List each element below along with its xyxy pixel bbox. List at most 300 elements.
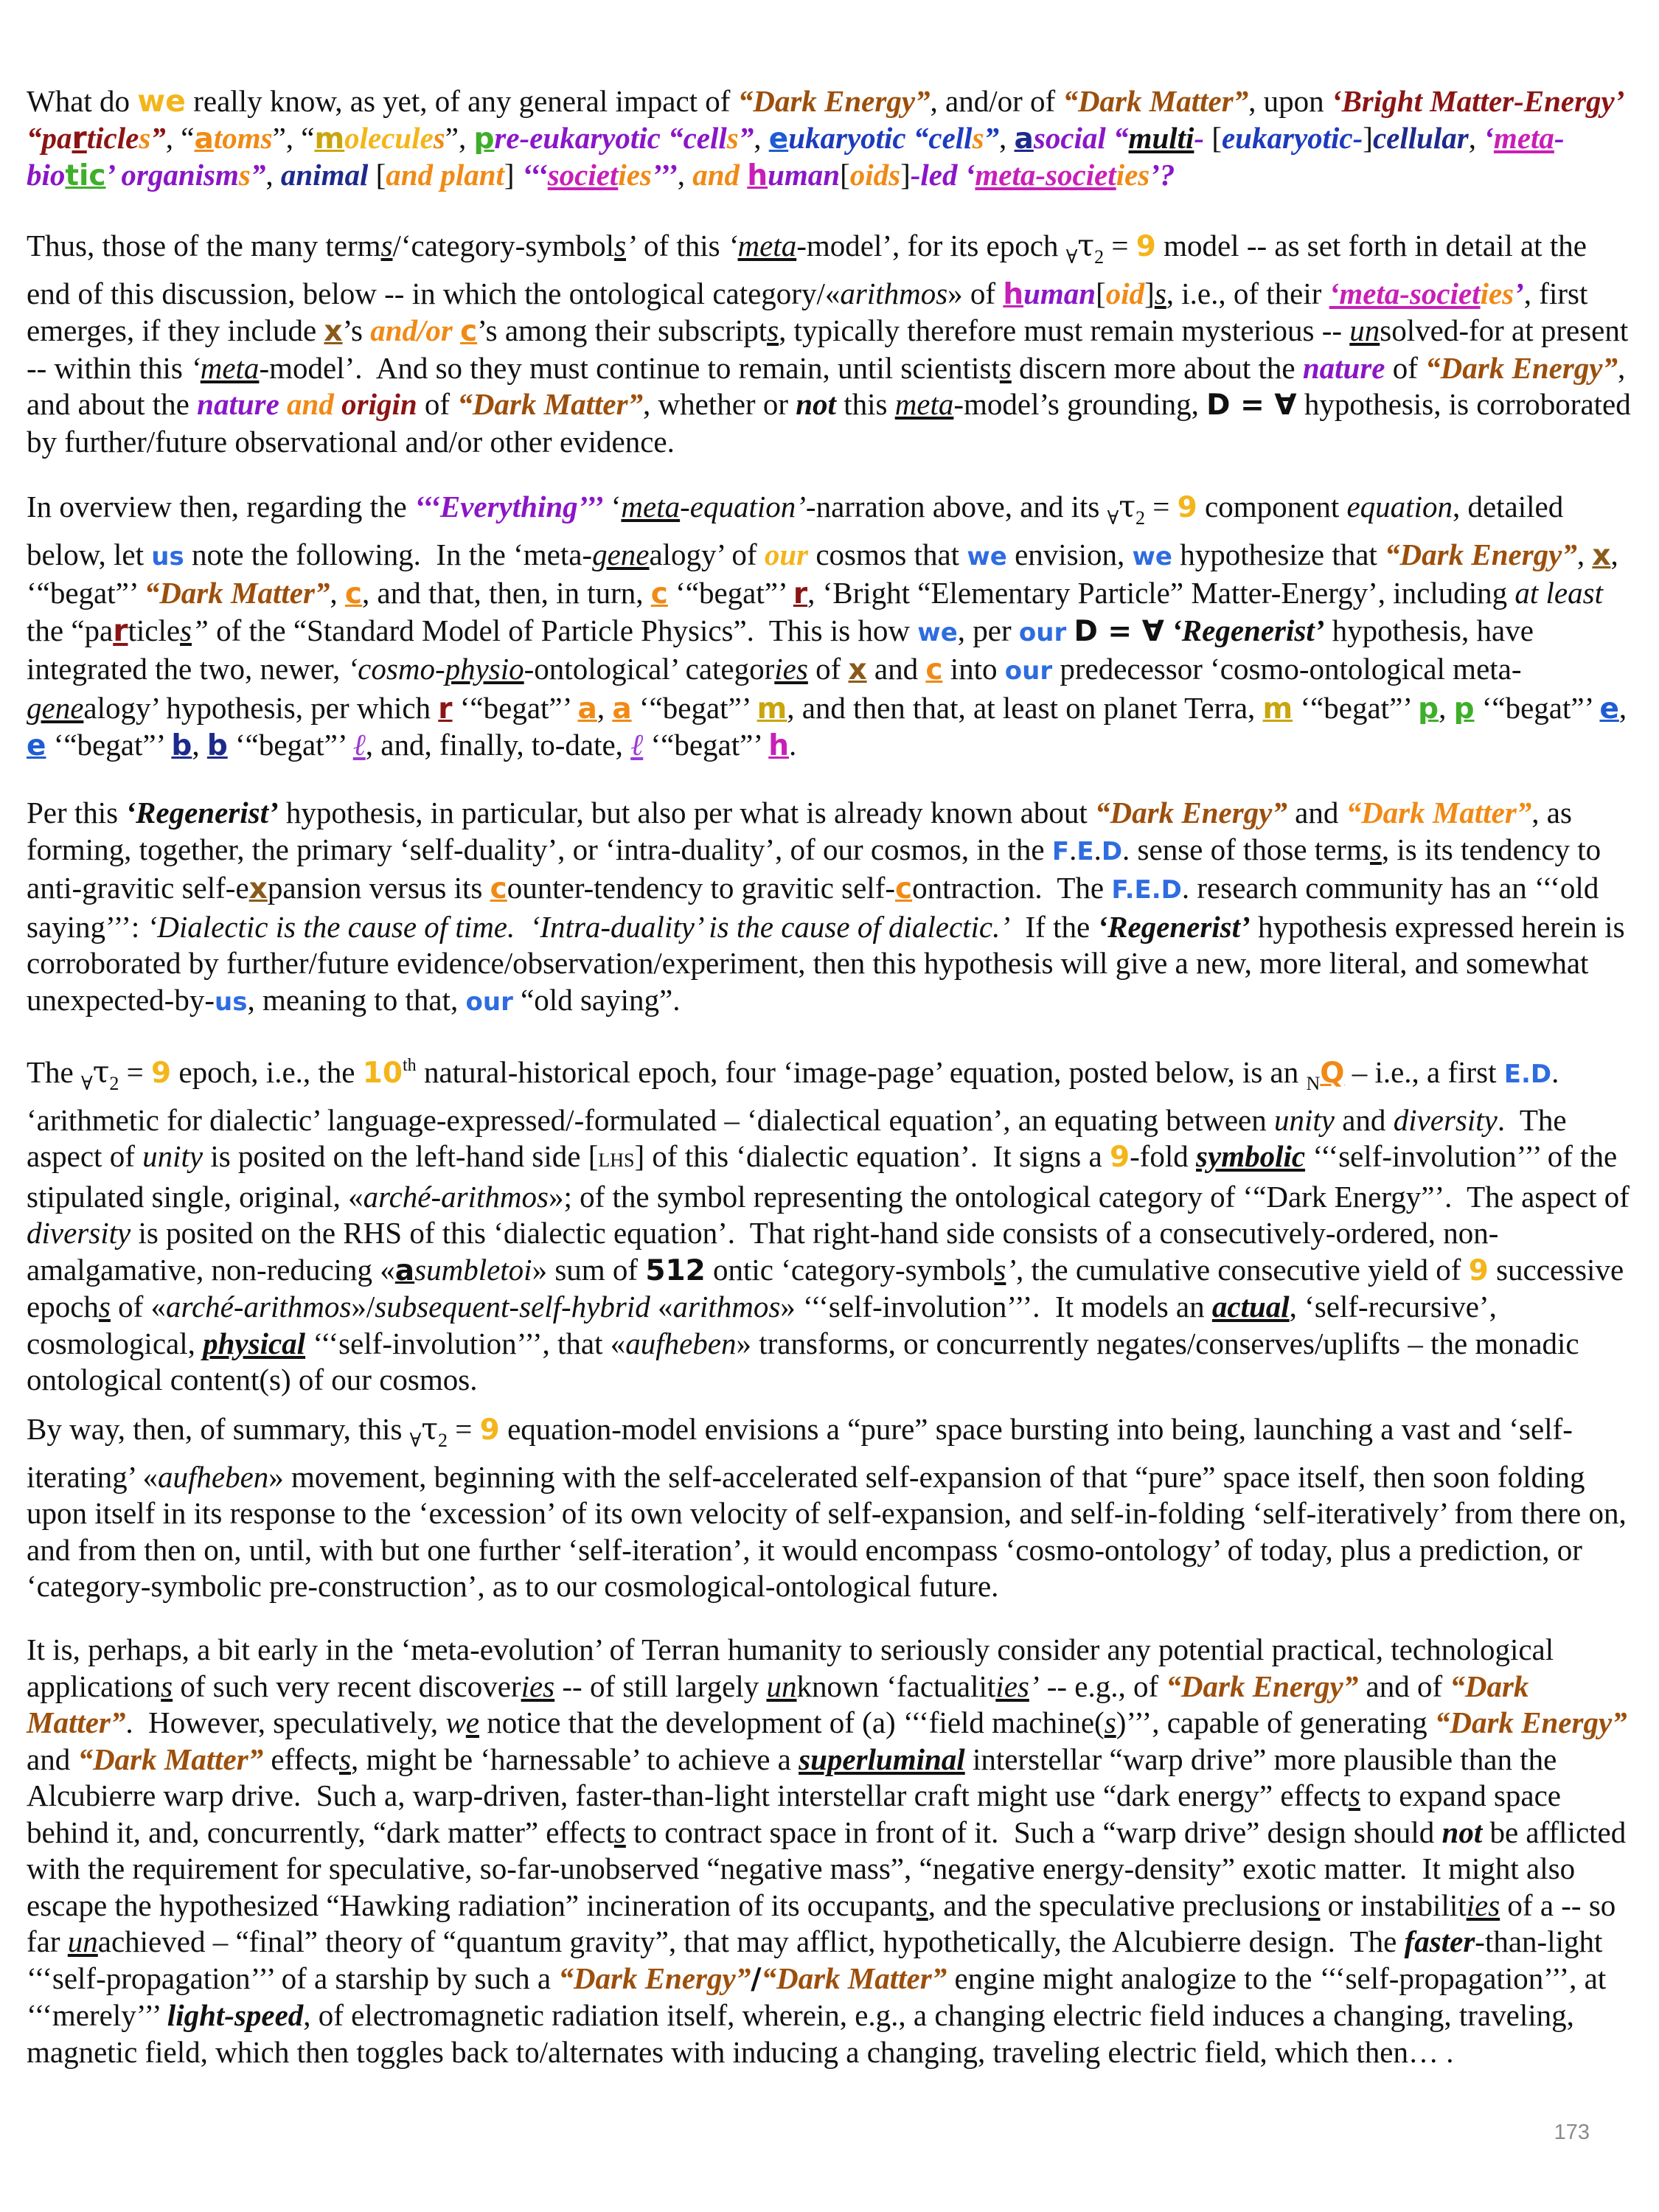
text-run: , ‘Bright “Elementary Particle” Matter-Energy’, including [807,576,1515,610]
text-run: notice that the development of (a) ‘‘‘field machine( [479,1705,1105,1739]
text-run: -model’s grounding, [953,387,1207,421]
text-run: [ [1204,120,1222,155]
text-run: envision, [1006,537,1133,571]
paragraph-6 [27,1411,1634,1605]
text-run: olecule [344,120,434,155]
text-run: = [1145,490,1178,524]
text-run: and plant [386,158,504,192]
text-run: The [27,1055,81,1089]
text-run: meta [200,350,260,385]
text-run: , might be ‘harnessable’ to achieve a [350,1742,799,1776]
text-run: , [597,690,613,725]
text-run: ticle [128,613,181,647]
text-run: s [1308,1888,1321,1922]
text-run: = [448,1412,480,1446]
text-run: unity [142,1139,204,1173]
text-run: us [215,987,248,1017]
text-run: c [925,653,943,686]
text-run: ‘ [190,350,201,385]
text-run: τ [92,1054,110,1090]
text-run: Thus, those of the many term [27,229,381,262]
text-run: of a -- so far [27,1888,1624,1958]
text-run: c [460,315,478,348]
text-run: and [1334,1102,1394,1137]
text-run: ‘“begat”’ [1474,690,1600,725]
text-run: »/ [351,1290,375,1324]
text-run: 10 [362,1057,403,1090]
text-run: hypothesis expressed herein is corroborated by further/future evidence/observation/experiment, then this hypothesis will give a new, more literal, and somewhat unexpected-by- [27,909,1632,1017]
text-run: “Dark Matter” [457,387,644,421]
text-run: toms [213,120,273,155]
text-run: b [206,729,228,762]
text-run: x [848,653,867,686]
text-run: th [403,1056,417,1075]
text-run: ies [995,1669,1029,1703]
text-run: ies [1480,276,1514,310]
text-run: successive epoch [27,1252,1632,1324]
text-run: s [994,1252,1006,1287]
text-run: -model’, for its epoch [796,229,1066,262]
text-run: diversity [27,1216,131,1250]
text-run: , [754,120,769,155]
text-run: ontic ‘category-symbol [705,1252,995,1287]
text-run: ] [504,158,522,192]
text-run: ’ organism [105,158,239,192]
text-run: achieved – “final” theory of “quantum gravity”, that may afflict, hypothetically, the Alcubierre design. The [97,1924,1405,1958]
text-run: / [751,1962,762,1996]
text-run: c [490,872,507,905]
text-run: 9 [479,1413,500,1447]
text-run: s [614,229,627,262]
text-run: un [67,1924,98,1958]
text-run: s [726,120,739,155]
text-run: e [465,1705,479,1739]
text-run: our [465,987,513,1017]
text-run: s [380,229,393,262]
text-run: ‘“begat”’ [227,728,353,762]
text-run: -equation’ [680,490,806,524]
text-run: s [238,158,251,192]
text-run: diversity [1393,1102,1498,1137]
text-run: ‘“begat”’ [46,728,172,762]
text-run: and of [1358,1669,1450,1703]
text-run: . However, speculatively, [125,1705,446,1739]
text-run: -- e.g., of [1039,1669,1166,1703]
text-run: light-speed [167,1998,304,2032]
text-run: epoch, i.e., the [171,1055,363,1089]
text-run: , upon [1248,84,1332,118]
text-run: 512 [645,1253,706,1287]
text-run: “Dark Energy” [1425,350,1618,385]
text-run: , meaning to that, [247,982,466,1017]
text-run: ”, [445,120,474,155]
text-run: “Dark Energy” [1385,537,1577,571]
text-run: note the following. In the ‘meta- [184,537,593,571]
text-run: aufheben [625,1326,737,1360]
text-run: ∀ [409,1430,422,1451]
text-run: ‘ [603,490,622,524]
text-run: ontraction. The [912,871,1112,905]
text-run: cosmos that [808,537,967,571]
text-run: ‘“begat”’ [1293,690,1419,725]
text-run: “Dark Matter” [27,1669,1537,1739]
text-run: , [999,120,1015,155]
text-run: alogy’ of [649,537,765,571]
text-run: s [1104,1705,1116,1739]
text-run: What do [27,84,138,118]
text-run: ‘Regenerist’ [125,796,279,830]
text-run: is posited on the RHS of this ‘dialectic equation’. That right-hand side consists of a consecutively-ordered, non-amalgamative, non-reducing « [27,1216,1499,1287]
text-run: ies [1116,158,1150,192]
text-run: un [1349,313,1380,347]
text-run: hypothesis, have integrated the two, newer, [27,613,1542,686]
text-run: ℓ [630,728,644,762]
text-run: arché-arithmos [166,1290,352,1324]
text-run: 9 [1109,1141,1130,1174]
text-run: 9 [1468,1253,1489,1287]
text-run: -ontological’ categor [524,652,775,686]
text-run: » ‘‘‘self-involution’’’. It models an [780,1290,1212,1324]
text-run: and [692,158,748,192]
text-run: b [171,729,192,762]
text-run: s [139,120,151,155]
text-run: , and/or of [930,84,1063,118]
text-run: is posited on the left-hand side [ [203,1139,599,1173]
text-run: a [194,122,214,156]
text-run: ‘‘‘ [521,158,548,192]
text-run: x [248,872,268,905]
text-run: meta [1493,120,1554,155]
text-run: s [1369,832,1382,866]
text-run: our [1004,656,1053,686]
text-run: of « [110,1290,167,1324]
text-run: un [766,1669,797,1703]
text-run: component [1197,490,1347,524]
text-run: h [1003,277,1024,311]
text-run: a [394,1253,415,1287]
text-run: N [1306,1073,1321,1094]
text-run: , the cumulative consecutive yield of [1016,1252,1469,1287]
text-run: interstellar “warp drive” more plausible than the Alcubierre warp drive. Such a, warp-driven, faster-than-light interstellar craft might use “dark energy” effect [27,1742,1563,1812]
text-run: [ [1096,276,1106,310]
text-run: ‘cosmo- [347,652,445,686]
text-run: , ‘self-recursive’, cosmological, [27,1290,1505,1360]
text-run: hypothesis, is corroborated by further/future observational and/or other evidence. [27,387,1638,459]
text-run: , ‘“begat”’ [27,537,1627,610]
text-run: “Dark Matter” [1346,796,1532,830]
text-run: -- of still largely [554,1669,767,1703]
text-run: . research community has an ‘‘‘old saying’’’: [27,871,1607,944]
text-run: into [942,652,1005,686]
text-run: ’? [1150,158,1175,192]
text-run: “Dark Energy” [1434,1705,1627,1739]
text-run: E [1077,836,1094,866]
text-run: τ [1077,228,1095,263]
text-run: s [1348,1778,1360,1812]
text-run: ‘Regenerist’ [1097,909,1251,944]
text-run: « [650,1290,673,1324]
text-run: D = ∀ [1206,389,1297,422]
text-run: , [1468,120,1484,155]
text-run: our [1018,617,1067,647]
text-run: meta [894,387,954,421]
text-run: τ [1119,489,1136,524]
text-run: ’ [1006,1252,1017,1287]
text-run: not [1441,1815,1483,1849]
page-number: 173 [1554,2121,1590,2144]
text-run: ies [521,1669,555,1703]
text-run: ] of this ‘dialectic equation’. It signs a [634,1139,1110,1173]
text-run: animal [280,158,369,192]
text-run: Q [1320,1057,1345,1090]
text-run: ‘ [727,229,738,262]
text-run: ” [192,613,209,647]
text-run: » transforms, or concurrently negates/conserves/uplifts – the monadic ontological content(s) of our cosmos. [27,1326,1587,1397]
text-run: = [119,1055,152,1089]
text-run: s [916,1888,928,1922]
text-run: -narration above, and its [805,490,1107,524]
text-run: equation [1346,490,1453,524]
text-run: )’’’, capable of generating [1116,1705,1435,1739]
text-run: pansion versus its [267,871,490,905]
text-run: arché-arithmos [363,1179,549,1214]
text-run: , [330,576,345,610]
text-run: oid [1105,276,1145,310]
text-run: s [180,613,192,647]
text-run: meta-societ [975,158,1116,192]
text-run: ‘Regenerist’ [1172,613,1325,647]
text-run: 2 [438,1430,448,1451]
text-run: social “ [1033,120,1129,155]
text-run: meta [737,229,797,262]
text-run: ukaryotic “cell [788,120,973,155]
text-run: ∀ [1107,507,1119,529]
text-run: - [1194,120,1205,155]
text-run: , and then that, at least on planet Terra, [787,690,1263,725]
text-run: ‘‘‘Everything’’’ [414,490,604,524]
text-run: , and that, then, in turn, [362,576,651,610]
text-run: ”, “ [272,120,315,155]
text-run: ‘‘‘self-involution’’’ of the stipulated single, original, « [27,1139,1625,1214]
text-run: » of [947,276,1004,310]
text-run: ‘Dialectic is the cause of time. ‘Intra-duality’ is the cause of dialectic.’ [147,909,1011,944]
text-run: ‘meta-societ [1329,276,1481,310]
text-run: -fold [1130,1139,1197,1173]
text-run: [ [368,158,386,192]
text-run: subsequent-self-hybrid [375,1290,650,1324]
text-run: we [1132,541,1172,571]
text-run: , i.e., of their [1166,276,1329,310]
text-run: , whether or [643,387,796,421]
text-run: r [72,119,87,156]
text-run: this [835,387,895,421]
text-run: of [1385,350,1426,385]
text-run: “old saying”. [512,982,681,1017]
text-run: “Dark Matter” [1062,84,1249,118]
text-run: hypothesis, in particular, but also per what is already known about [278,796,1096,830]
text-run: r [793,577,808,611]
text-run: the “pa [27,576,1611,647]
text-run: c [344,577,363,611]
text-run: natural-historical epoch, four ‘image-page’ equation, posted below, is an [416,1055,1307,1089]
text-run: , typically therefore must remain mysterious -- [779,313,1350,347]
text-run: discern more about the [1011,350,1303,385]
text-run: a [1014,122,1034,156]
text-run: unity [1274,1102,1335,1137]
text-run: physio [445,652,524,686]
text-run: ies [774,652,808,686]
text-run: ‘ [1484,120,1494,155]
text-run: “Dark Energy” [1166,1669,1359,1703]
text-run: p [1453,692,1475,726]
text-run: a [577,692,597,726]
text-run: . [788,728,797,762]
text-run: D [1101,836,1123,866]
text-run: nature [197,387,279,421]
text-run: 2 [109,1073,119,1094]
text-run: sense of those term [1130,832,1370,866]
text-run: “Dark Energy” [737,84,931,118]
text-run: we [917,617,958,647]
text-run: D = ∀ [1074,614,1164,648]
text-run: c [650,577,668,611]
text-run: s [338,1742,351,1776]
text-run: By way, then, of summary, this [27,1412,410,1446]
text-run: uman [768,158,841,192]
text-run: ” [738,120,754,155]
text-run: uman [1023,276,1096,310]
text-run: m [1262,692,1293,726]
text-run: ” [150,120,166,155]
text-run: actual [1211,1290,1290,1324]
text-run: solved-for at present -- within this [27,313,1636,385]
text-run: and [866,652,926,686]
text-run: of such very recent discover [173,1669,521,1703]
text-run: -than-light ‘‘‘self-propagation’’’ of a starship by such a [27,1924,1610,1995]
text-run: “Dark Matter” [761,1961,947,1995]
text-run [1066,613,1074,647]
text-run: aufheben [157,1459,269,1494]
text-run: re-eukaryotic “cell [494,120,727,155]
text-run: – i.e., a first [1344,1055,1504,1089]
text-run: m [314,122,345,156]
text-run: ’’’ [651,158,678,192]
text-run: ‘Bright Matter-Energy’ “pa [27,84,1630,155]
text-run: gene [27,690,84,725]
paragraph-7 [27,1632,1634,2070]
text-run: h [747,159,768,192]
text-run: »; of the symbol representing the ontological category of ‘“Dark Energy”’. The aspect of [548,1179,1638,1214]
text-run: r [438,692,453,726]
text-run: r [113,612,128,648]
paragraph-4 [27,795,1634,1020]
text-run: It is, perhaps, a bit early in the ‘meta-evolution’ of Terran humanity to seriously consider any potential practical, technological application [27,1632,1562,1703]
text-run: of the “Standard Model of Particle Physics”. This is how [208,613,918,647]
text-run: physical [203,1326,306,1360]
text-run: . ‘arithmetic for dialectic’ language-expressed/-formulated – ‘dialectical equation’, an equating between [27,1055,1567,1137]
text-run: be afflicted with the requirement for speculative, so-far-unobserved “negative mass”, “negative energy-density” exotic matter. It might also escape the hypothesized “Hawking radiation” incineration of its occupant [27,1815,1634,1922]
text-run: x [324,315,343,348]
text-run: “Dark Energy” [1095,796,1287,830]
text-run: If the [1010,909,1098,944]
text-run: “Dark Matter” [77,1742,264,1776]
text-run: tic [65,159,106,192]
text-run: m [757,692,787,726]
text-run: model -- as set forth in detail at the end of this discussion, below -- in which the ontological category/« [27,229,1595,310]
text-run [1164,613,1172,647]
text-run: 9 [1135,230,1156,263]
text-run: x [1592,538,1611,572]
text-run: , [192,728,207,762]
text-run: E.D [1503,1060,1552,1089]
text-run: ] [1363,120,1373,155]
text-run: gene [592,537,650,571]
text-run: , [1618,690,1635,725]
text-run: and [1287,796,1346,830]
text-run: , as forming, together, the primary ‘self-duality’, or ‘intra-duality’, of our cosmos, in the [27,796,1580,866]
text-run: ” [984,120,1000,155]
text-run: , is its tendency to anti-gravitic self-e [27,832,1609,905]
text-run: Per this [27,796,126,830]
text-run: at least [1514,576,1603,610]
text-run: really know, as yet, of any general impact of [185,84,738,118]
text-run: and [287,387,334,421]
text-run: ’s among their subscript [477,313,768,347]
text-run: e [768,122,789,156]
text-run: e [27,729,46,762]
text-run: faster [1404,1924,1475,1958]
text-run: ∀ [1065,246,1078,268]
text-run: , “ [165,120,195,155]
text-run: ticle [86,120,139,155]
text-run: predecessor ‘cosmo-ontological meta- [1052,652,1522,686]
text-run: , [265,158,281,192]
text-run: , first emerges, if they include [27,276,1596,347]
text-run: τ [421,1411,439,1447]
text-run: societ [547,158,619,192]
text-run: sumbletoi [414,1252,532,1287]
text-run: 9 [151,1057,172,1090]
text-run: ’ [626,229,636,262]
text-run: , detailed below, let [27,490,1571,571]
text-run: s [433,120,445,155]
text-run: , and the speculative preclusion [928,1888,1309,1922]
text-run: -led ‘ [910,158,975,192]
text-run: p [1418,692,1439,726]
text-run: , per [957,613,1019,647]
text-run: origin [341,387,417,421]
text-run: us [151,541,184,571]
text-run: ∀ [81,1073,93,1094]
text-run: ’ [1029,1669,1040,1703]
text-run: ‘“begat”’ [631,690,757,725]
text-run: known ‘factualit [796,1669,996,1703]
text-run: to contract space in front of it. Such a “warp drive” design should [625,1815,1442,1849]
text-run: ies [1466,1888,1500,1922]
paragraph-5 [27,1048,1638,1399]
text-run: -model’. And so they must continue to remain, until scientist [259,350,1000,385]
text-run: , and about the [27,350,1633,421]
text-run: ” [250,158,266,192]
text-run: 9 [1177,491,1197,524]
paragraph-2 [27,228,1638,460]
text-run: ounter-tendency to gravitic self- [507,871,896,905]
text-run: symbolic [1196,1139,1306,1173]
text-run: In overview then, regarding the [27,490,414,524]
text-run: equation-model envisions a “pure” space bursting into being, launching a vast and ‘self-iterating’ « [27,1412,1573,1494]
text-run: or instabilit [1320,1888,1467,1922]
text-run: s [1154,276,1166,310]
